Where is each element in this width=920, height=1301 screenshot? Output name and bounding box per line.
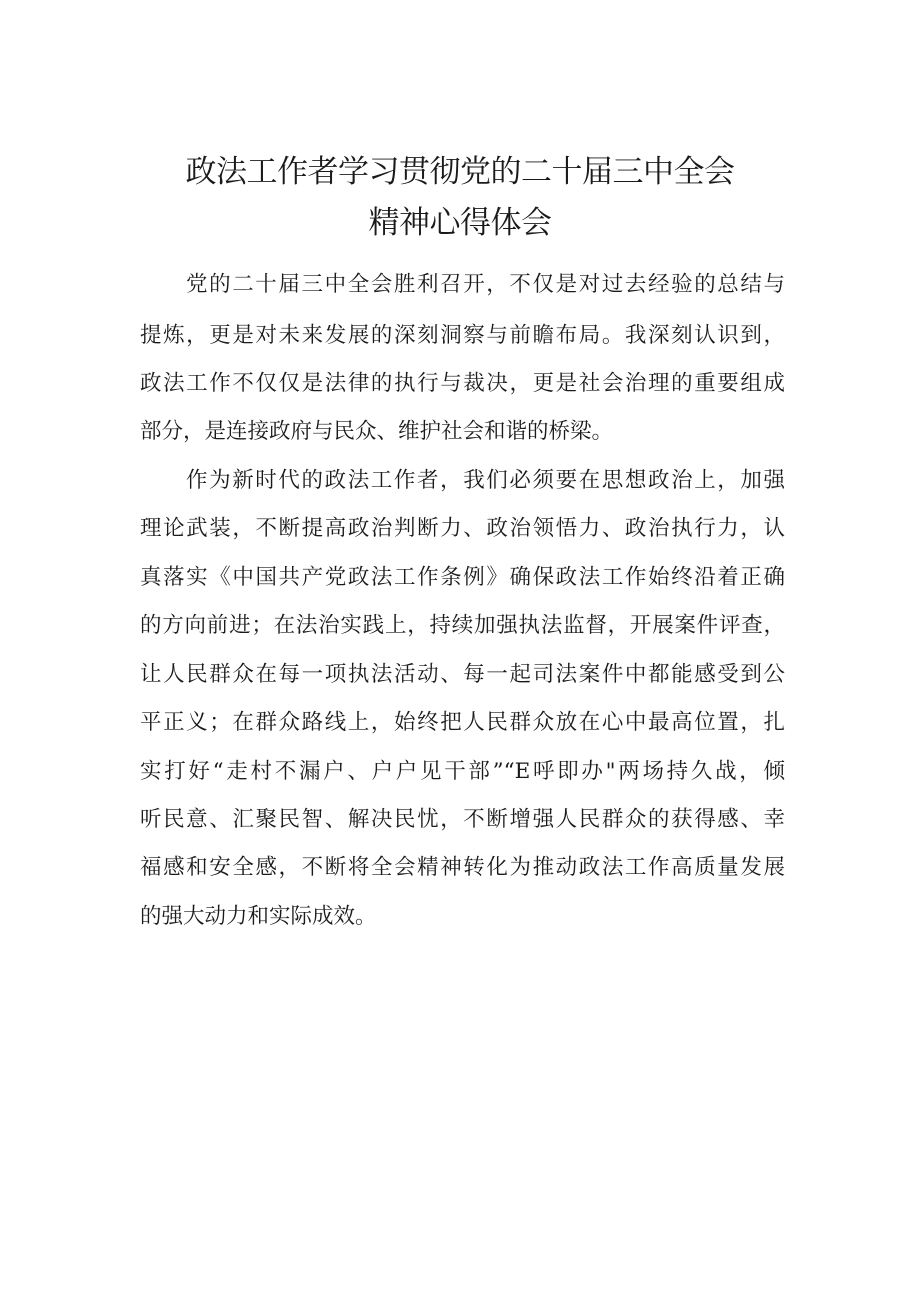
document-title-line-1: 政法工作者学习贯彻党的二十届三中全会 xyxy=(185,154,735,190)
paragraph-2-line-4: 的方向前进；在法治实践上，持续加强执法监督，开展案件评查， xyxy=(140,613,785,638)
paragraph-2-line-5: 让人民群众在每一项执法活动、每一起司法案件中都能感受到公 xyxy=(140,662,785,687)
paragraph-2-line-7: 实打好“走村不漏户、户户见干部”“E呼即办"两场持久战，倾 xyxy=(140,759,785,784)
paragraph-1-line-1: 党的二十届三中全会胜利召开，不仅是对过去经验的总结与 xyxy=(186,272,785,297)
paragraph-2-line-10: 的强大动力和实际成效。 xyxy=(140,904,377,929)
paragraph-2-line-2: 理论武装，不断提高政治判断力、政治领悟力、政治执行力，认 xyxy=(140,516,785,541)
paragraph-1-line-3: 政法工作不仅仅是法律的执行与裁决，更是社会治理的重要组成 xyxy=(140,371,785,396)
paragraph-2-line-8: 听民意、汇聚民智、解决民忧，不断增强人民群众的获得感、幸 xyxy=(140,807,785,832)
paragraph-2-line-1: 作为新时代的政法工作者，我们必须要在思想政治上，加强 xyxy=(186,468,785,493)
paragraph-2-line-6: 平正义；在群众路线上，始终把人民群众放在心中最高位置，扎 xyxy=(140,710,785,735)
paragraph-1-line-4: 部分，是连接政府与民众、维护社会和谐的桥梁。 xyxy=(140,419,614,444)
paragraph-1-line-2: 提炼，更是对未来发展的深刻洞察与前瞻布局。我深刻认识到， xyxy=(140,323,785,348)
document-title-line-2: 精神心得体会 xyxy=(368,205,552,241)
paragraph-2-line-3: 真落实《中国共产党政法工作条例》确保政法工作始终沿着正确 xyxy=(140,565,785,590)
paragraph-2-line-9: 福感和安全感，不断将全会精神转化为推动政法工作高质量发展 xyxy=(140,855,785,880)
